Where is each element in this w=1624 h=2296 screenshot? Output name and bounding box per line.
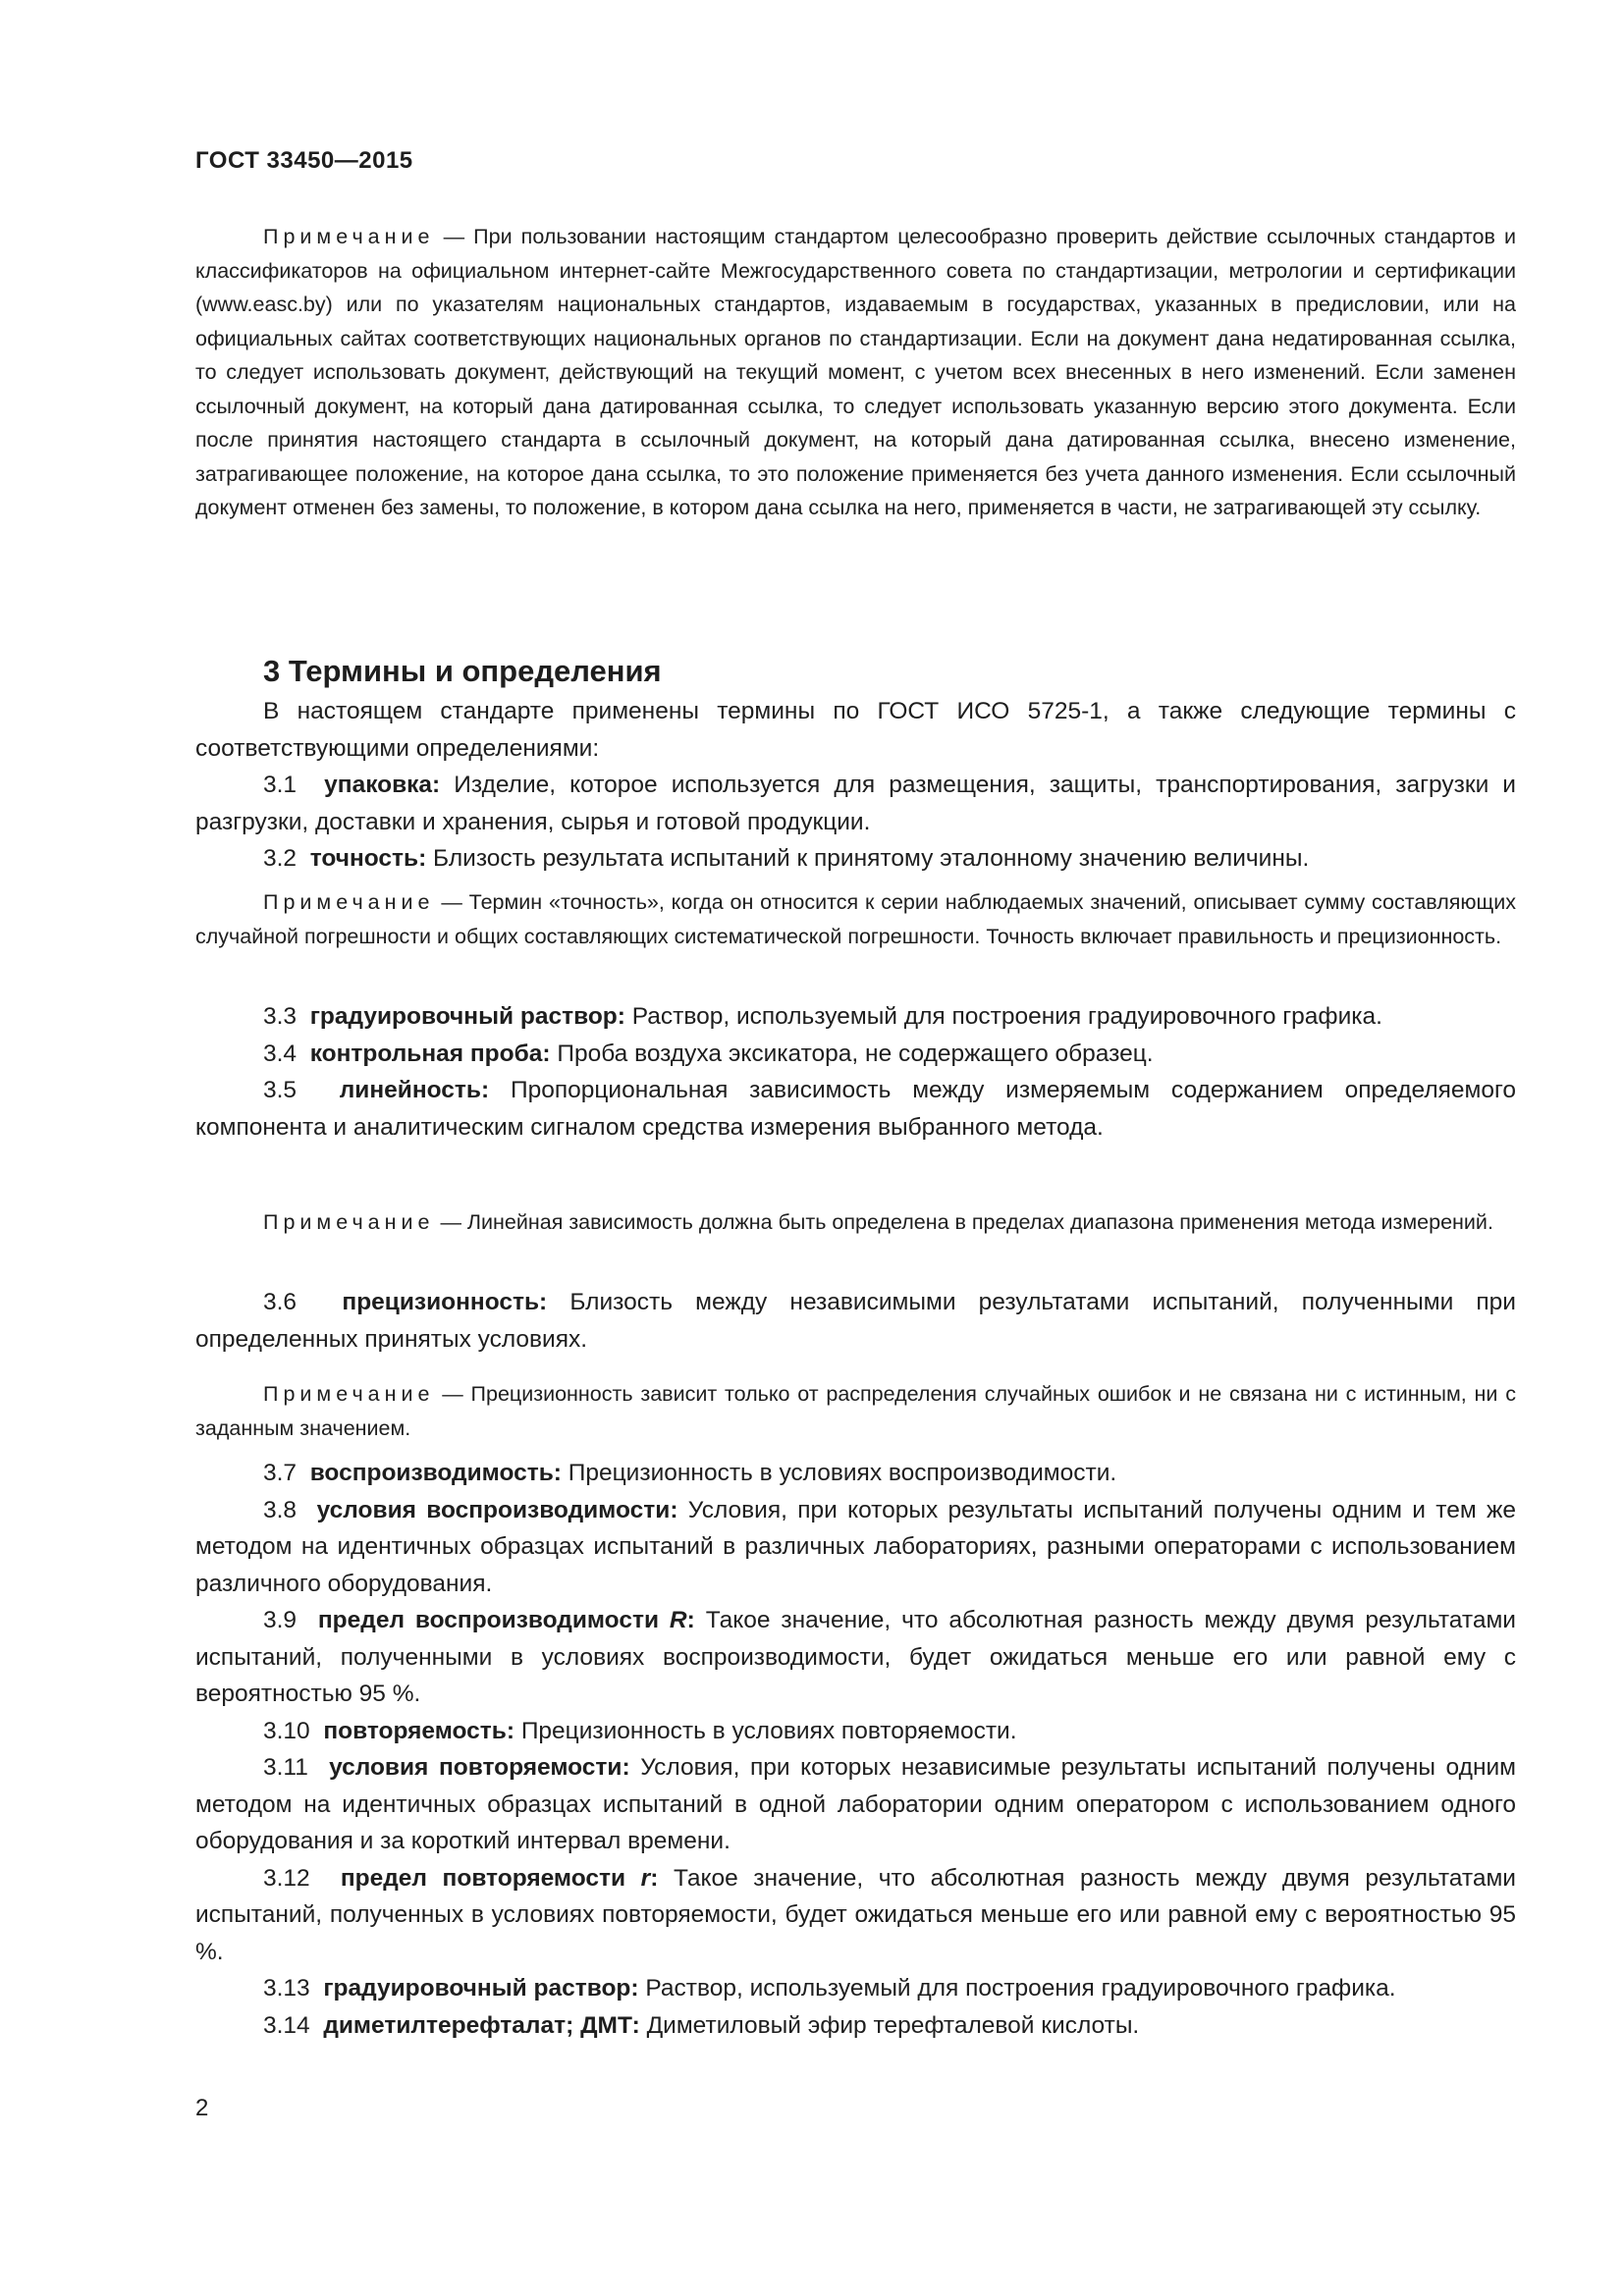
term-definition: Такое значение, что абсолютная разность между двумя результатами испытаний, полученных в условиях повторяемости, будет ожидаться меньше его или равной ему с вероятностью 95 %. [195, 1864, 1516, 1965]
terms-group-2 [195, 998, 1516, 1146]
term-definition: Раствор, используемый для построения градуировочного графика. [631, 1003, 1382, 1030]
note-text: — Термин «точность», когда он относится к серии наблюдаемых значений, описывает сумму составляющих случайной погрешности и общих составляющих систематической погрешности. Точность включает правильность и прецизионность. [195, 890, 1516, 948]
terms-group-1 [195, 767, 1516, 878]
note-precision [195, 1377, 1516, 1445]
term-name: прецизионность: [342, 1289, 548, 1315]
term-3-11 [195, 1749, 1516, 1860]
term-symbol: R [669, 1607, 687, 1633]
term-definition: Прецизионность в условиях воспроизводимости. [568, 1460, 1117, 1486]
term-name: градуировочный раствор: [309, 1003, 625, 1030]
term-name: повторяемость: [323, 1717, 514, 1744]
term-definition: Близость между независимыми результатами испытаний, полученными при определенных принятых условиях. [195, 1289, 1516, 1353]
term-name: контрольная проба: [309, 1040, 551, 1067]
note-text: — Прецизионность зависит только от распределения случайных ошибок и не связана ни с истинным, ни с заданным значением. [195, 1382, 1516, 1440]
note-linearity [195, 1205, 1516, 1240]
term-definition: Пропорциональная зависимость между измеряемым содержанием определяемого компонента и аналитическим сигналом средства измерения выбранного метода. [195, 1077, 1517, 1141]
note-text: — При пользовании настоящим стандартом целесообразно проверить действие ссылочных стандартов и классификаторов на официальном интернет-сайте Межгосударственного совета по стандартизации, метрологии и сертификации (www.easc.by) или по указателям национальных стандартов, издаваемым в государствах, указанных в предисловии, или на официальных сайтах соответствующих национальных органов по стандартизации. Если на документ дана недатированная ссылка, то следует использовать документ, действующий на текущий момент, с учетом всех внесенных в него изменений. Если заменен ссылочный документ, на который дана датированная ссылка, то следует использовать указанную версию этого документа. Если после принятия настоящего стандарта в ссылочный документ, на который дана датированная ссылка, внесено изменение, затрагивающее положение, на которое дана ссылка, то это положение применяется без учета данного изменения. Если ссылочный документ отменен без замены, то положение, в котором дана ссылка на него, применяется в части, не затрагивающей эту ссылку. [195, 225, 1516, 519]
term-definition: Проба воздуха эксикатора, не содержащего образец. [557, 1040, 1154, 1067]
term-name: воспроизводимость: [309, 1460, 562, 1486]
term-definition: Раствор, используемый для построения градуировочного графика. [645, 1975, 1396, 2002]
term-definition: Диметиловый эфир терефталевой кислоты. [646, 2011, 1140, 2039]
term-number: 3.14 [263, 2011, 310, 2039]
note-intro [195, 220, 1516, 525]
terms-group-4 [195, 1455, 1516, 2044]
section-heading: 3 Термины и определения [263, 654, 662, 688]
term-name: упаковка: [324, 772, 441, 798]
term-number: 3.2 [263, 845, 298, 872]
term-3-5 [195, 1072, 1516, 1146]
term-3-14 [195, 2007, 1516, 2045]
term-number: 3.9 [263, 1607, 298, 1633]
term-name: предел повторяемости r: [340, 1864, 659, 1892]
term-name: градуировочный раствор: [323, 1975, 639, 2002]
term-definition: Близость результата испытаний к принятому эталонному значению величины. [433, 845, 1310, 872]
term-3-8 [195, 1492, 1516, 1603]
term-definition: Условия, при которых результаты испытаний получены одним и тем же методом на идентичных образцах испытаний в различных лабораториях, разными операторами с использованием различного оборудования. [195, 1496, 1516, 1597]
term-number: 3.10 [263, 1717, 310, 1744]
term-name: условия воспроизводимости: [316, 1496, 678, 1523]
term-3-1 [195, 767, 1516, 840]
term-3-4 [195, 1036, 1516, 1073]
term-name: диметилтерефталат; ДМТ: [323, 2011, 640, 2039]
term-number: 3.11 [263, 1754, 308, 1781]
term-name: условия повторяемости: [329, 1754, 630, 1781]
note-label: Примечание [263, 1210, 435, 1234]
term-number: 3.3 [263, 1003, 298, 1030]
term-definition: Такое значение, что абсолютная разность между двумя результатами испытаний, полученными в условиях воспроизводимости, будет ожидаться меньше его или равной ему с вероятностью 95 %. [195, 1607, 1516, 1707]
term-3-10 [195, 1713, 1516, 1750]
term-3-13 [195, 1970, 1516, 2007]
term-number: 3.13 [263, 1975, 310, 2002]
term-definition: Условия, при которых независимые результаты испытаний получены одним методом на идентичных образцах испытаний в одной лаборатории одним оператором с использованием одного оборудования и за короткий интервал времени. [195, 1754, 1517, 1854]
note-accuracy [195, 885, 1516, 953]
term-number: 3.12 [263, 1864, 310, 1892]
note-label: Примечание [263, 225, 435, 248]
term-3-2 [195, 840, 1516, 878]
term-3-7 [195, 1455, 1516, 1492]
term-number: 3.8 [263, 1496, 298, 1523]
note-label: Примечание [263, 1382, 435, 1406]
term-3-12 [195, 1860, 1516, 1971]
term-number: 3.7 [263, 1460, 298, 1486]
note-label: Примечание [263, 890, 435, 914]
term-number: 3.4 [263, 1040, 298, 1067]
term-symbol: r [640, 1864, 651, 1892]
note-text: — Линейная зависимость должна быть определена в пределах диапазона применения метода измерений. [440, 1210, 1493, 1234]
document-page [195, 0, 1516, 2296]
term-3-6 [195, 1284, 1516, 1358]
section-intro: В настоящем стандарте применены термины по ГОСТ ИСО 5725-1, а также следующие термины с соответствующими определениями: [195, 698, 1516, 762]
term-number: 3.5 [263, 1077, 298, 1103]
term-3-9 [195, 1602, 1516, 1713]
term-number: 3.6 [263, 1289, 298, 1315]
terms-group-3 [195, 1284, 1516, 1358]
term-name: линейность: [339, 1077, 490, 1103]
page-number: 2 [195, 2095, 209, 2121]
term-definition: Прецизионность в условиях повторяемости. [520, 1717, 1017, 1744]
term-3-3 [195, 998, 1516, 1036]
term-number: 3.1 [263, 772, 298, 798]
term-name: предел воспроизводимости R: [317, 1607, 695, 1633]
document-code: ГОСТ 33450—2015 [195, 147, 413, 174]
term-name: точность: [309, 845, 427, 872]
term-definition: Изделие, которое используется для размещения, защиты, транспортирования, загрузки и разгрузки, доставки и хранения, сырья и готовой продукции. [195, 772, 1516, 835]
